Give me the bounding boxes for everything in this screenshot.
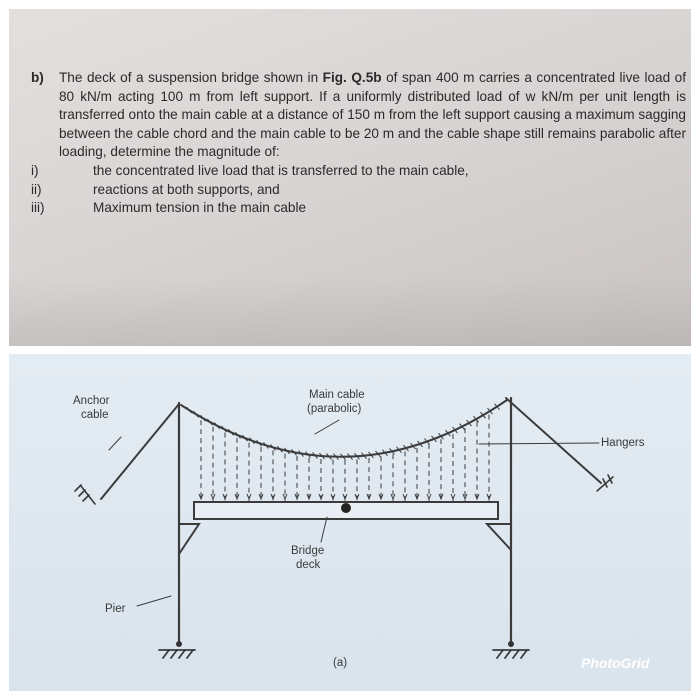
hangers-leader	[479, 443, 599, 444]
hanger-arrow	[451, 494, 455, 499]
photogrid-watermark: PhotoGrid	[581, 655, 650, 671]
hanger-arrow	[427, 494, 431, 499]
question-text-start: The deck of a suspension bridge shown in	[59, 70, 323, 85]
question-block	[31, 69, 686, 218]
concentrated-load-point	[341, 503, 351, 513]
label-main-cable-line1: Main cable	[309, 389, 365, 401]
question-items	[31, 162, 686, 218]
figure-reference: Fig. Q.5b	[322, 70, 382, 85]
left-anchor-ground	[75, 485, 95, 504]
label-anchor-line2: cable	[81, 409, 109, 421]
left-pier-ground	[159, 650, 195, 658]
bridge-diagram	[9, 354, 691, 691]
question-letter: b)	[31, 70, 44, 85]
right-pier-bracket	[487, 524, 511, 550]
question-text	[59, 69, 686, 162]
label-main-cable-line2: (parabolic)	[307, 403, 362, 415]
right-anchor-ground	[597, 475, 613, 491]
item-number: iii)	[31, 200, 45, 216]
question-text-rest: of span 400 m carries a concentrated live load of 80 kN/m acting 100 m from left support. If a uniformly distributed load of w kN/m per unit length is transferred onto the main cable at a distance of 150 m from the left support causing a maximum sagging between the cable chord and the main cable to be 20 m and the cable shape still remains parabolic after loading, determine the magnitude of:	[59, 70, 687, 160]
right-anchor-cable	[506, 398, 601, 483]
item-text: the concentrated live load that is transferred to the main cable,	[93, 162, 469, 178]
left-anchor-cable	[101, 404, 179, 499]
label-hangers: Hangers	[601, 437, 645, 449]
left-bearing	[176, 641, 182, 647]
question-item	[31, 162, 686, 181]
item-text: reactions at both supports, and	[93, 181, 280, 197]
question-panel	[9, 9, 691, 346]
right-pier-ground	[493, 650, 529, 658]
hanger-arrow	[283, 494, 287, 499]
label-deck-line1: Bridge	[291, 545, 325, 557]
anchor-leader	[109, 437, 121, 450]
item-number: ii)	[31, 181, 42, 197]
hanger-arrow	[247, 494, 251, 499]
question-item	[31, 181, 686, 200]
figure-caption: (a)	[333, 657, 348, 669]
label-anchor-line1: Anchor	[73, 395, 110, 407]
figure-panel	[9, 354, 691, 691]
pier-leader	[137, 596, 171, 606]
item-text: Maximum tension in the main cable	[93, 200, 307, 216]
left-pier-bracket	[179, 524, 199, 554]
item-number: i)	[31, 162, 39, 178]
label-deck-line2: deck	[296, 559, 321, 571]
main-cable-leader	[315, 420, 339, 434]
deck-leader	[321, 517, 327, 542]
right-bearing	[508, 641, 514, 647]
question-item	[31, 199, 686, 218]
hangers-group	[199, 415, 491, 502]
label-pier: Pier	[105, 603, 126, 615]
question-header	[31, 69, 686, 162]
hanger-arrow	[211, 494, 215, 499]
